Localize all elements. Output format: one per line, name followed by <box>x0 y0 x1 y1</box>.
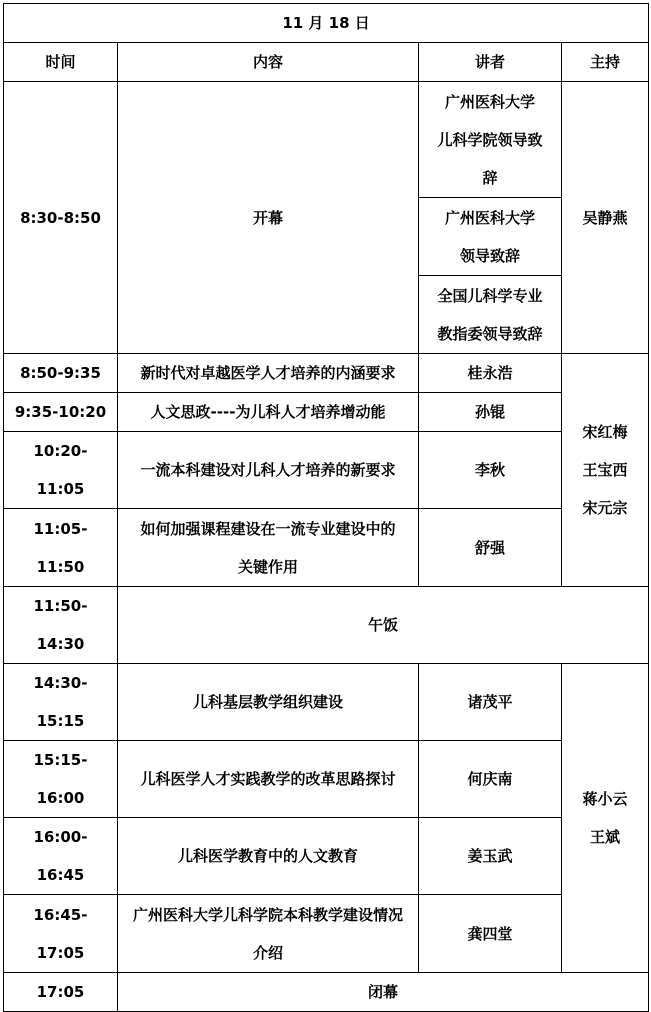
header-time: 时间 <box>4 43 118 82</box>
speaker-line: 领导致辞 <box>459 246 520 265</box>
table-row <box>4 393 649 432</box>
session-content: 儿科医学人才实践教学的改革思路探讨 <box>118 741 419 818</box>
session-time: 16:00-16:45 <box>4 818 118 895</box>
header-content: 内容 <box>118 43 419 82</box>
session-time: 11:05-11:50 <box>4 509 118 587</box>
content-line: 关键作用 <box>237 557 298 576</box>
date-row <box>4 4 649 43</box>
session-content: 新时代对卓越医学人才培养的内涵要求 <box>118 354 419 393</box>
session-speaker: 李秋 <box>419 432 562 509</box>
session-speaker: 桂永浩 <box>419 354 562 393</box>
closing-time: 17:05 <box>4 973 118 1012</box>
speaker-line: 广州医科大学 <box>444 92 535 111</box>
morning-hosts <box>562 354 649 587</box>
table-row <box>4 741 649 818</box>
afternoon-hosts <box>562 664 649 973</box>
opening-speaker-3 <box>419 276 562 354</box>
closing-row <box>4 973 649 1012</box>
session-content: 儿科基层教学组织建设 <box>118 664 419 741</box>
opening-host: 吴静燕 <box>562 82 649 354</box>
session-time: 9:35-10:20 <box>4 393 118 432</box>
closing-label: 闭幕 <box>118 973 649 1012</box>
session-speaker: 孙锟 <box>419 393 562 432</box>
host-name: 王宝西 <box>582 461 628 479</box>
session-content: 儿科医学教育中的人文教育 <box>118 818 419 895</box>
session-speaker: 舒强 <box>419 509 562 587</box>
content-line: 广州医科大学儿科学院本科教学建设情况 <box>132 905 403 924</box>
opening-speaker-1 <box>419 82 562 198</box>
lunch-row <box>4 587 649 664</box>
speaker-line: 全国儿科学专业 <box>437 286 543 305</box>
table-row <box>4 664 649 741</box>
table-row <box>4 509 649 587</box>
speaker-line: 教指委领导致辞 <box>437 324 543 343</box>
speaker-line: 广州医科大学 <box>444 208 535 227</box>
date-title: 11 月 18 日 <box>4 4 649 43</box>
opening-time: 8:30-8:50 <box>4 82 118 354</box>
session-content <box>118 895 419 973</box>
header-host: 主持 <box>562 43 649 82</box>
session-time: 16:45-17:05 <box>4 895 118 973</box>
lunch-label: 午饭 <box>118 587 649 664</box>
lunch-time: 11:50-14:30 <box>4 587 118 664</box>
table-row <box>4 895 649 973</box>
session-speaker: 何庆南 <box>419 741 562 818</box>
host-name: 王斌 <box>590 828 621 846</box>
agenda-table <box>3 3 649 1012</box>
session-content: 人文思政----为儿科人才培养增动能 <box>118 393 419 432</box>
opening-speaker-2 <box>419 198 562 276</box>
table-row <box>4 818 649 895</box>
session-time: 14:30-15:15 <box>4 664 118 741</box>
table-row <box>4 354 649 393</box>
opening-content: 开幕 <box>118 82 419 354</box>
session-time: 8:50-9:35 <box>4 354 118 393</box>
table-row <box>4 432 649 509</box>
session-speaker: 诸茂平 <box>419 664 562 741</box>
content-line: 如何加强课程建设在一流专业建设中的 <box>140 519 396 538</box>
host-name: 宋红梅 <box>582 423 628 441</box>
content-line: 介绍 <box>252 943 283 962</box>
session-content: 一流本科建设对儿科人才培养的新要求 <box>118 432 419 509</box>
host-name: 宋元宗 <box>582 499 628 517</box>
header-row <box>4 43 649 82</box>
session-speaker: 龚四堂 <box>419 895 562 973</box>
speaker-line: 辞 <box>482 168 498 187</box>
speaker-line: 儿科学院领导致 <box>437 130 543 149</box>
header-speaker: 讲者 <box>419 43 562 82</box>
session-speaker: 姜玉武 <box>419 818 562 895</box>
host-name: 蒋小云 <box>582 790 628 808</box>
table-row <box>4 82 649 198</box>
session-time: 10:20-11:05 <box>4 432 118 509</box>
session-time: 15:15-16:00 <box>4 741 118 818</box>
session-content <box>118 509 419 587</box>
